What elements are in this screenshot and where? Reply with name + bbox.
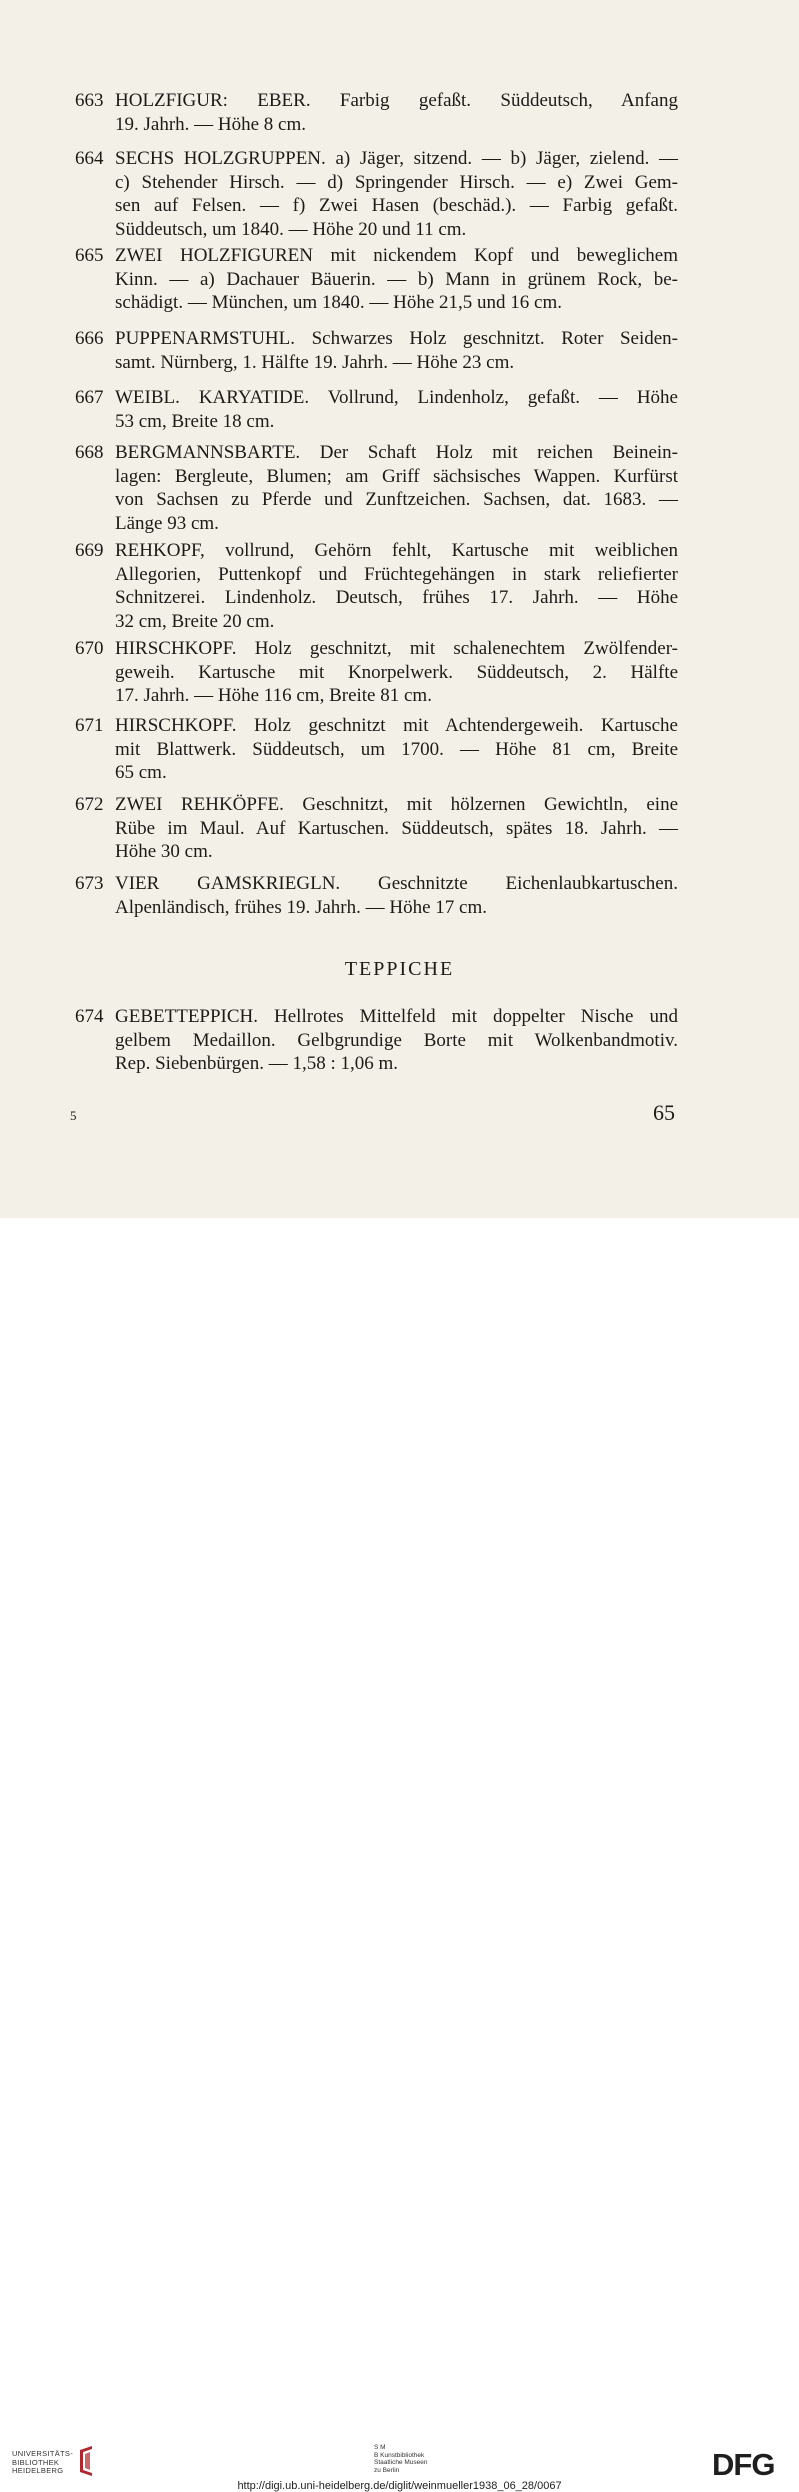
entry-text-line: VIER GAMSKRIEGLN. Geschnitzte Eichenlaubkartuschen. — [115, 873, 678, 894]
entry-text-line: ZWEI HOLZFIGUREN mit nickendem Kopf und beweglichem — [115, 245, 678, 266]
entry-text-line: ZWEI REHKÖPFE. Geschnitzt, mit hölzernen Gewichtln, eine — [115, 794, 678, 815]
permalink-link[interactable]: http://digi.ub.uni-heidelberg.de/diglit/weinmueller1938_06_28/0067 — [237, 2480, 562, 2492]
university-line: BIBLIOTHEK — [12, 2457, 60, 2467]
entry-text-line: c) Stehender Hirsch. — d) Springender Hirsch. — e) Zwei Gem- — [115, 171, 678, 193]
museum-line: S M — [374, 2444, 386, 2451]
entry-text-line: Rep. Siebenbürgen. — 1,58 : 1,06 m. — [115, 1053, 399, 1075]
entry-number: 664 — [75, 148, 104, 169]
entry-number: 671 — [75, 715, 104, 736]
entry-text-line: 53 cm, Breite 18 cm. — [115, 410, 275, 432]
catalog-entry — [75, 793, 685, 868]
entry-number: 673 — [75, 873, 104, 894]
entry-text-line: gelbem Medaillon. Gelbgrundige Borte mit Wolkenbandmotiv. — [115, 1029, 678, 1051]
entry-number: 669 — [75, 540, 104, 561]
entry-text-line: schädigt. — München, um 1840. — Höhe 21,5 und 16 cm. — [115, 292, 562, 314]
entry-text-line: HIRSCHKOPF. Holz geschnitzt, mit schalenechtem Zwölfender- — [115, 638, 678, 659]
entry-number: 666 — [75, 328, 104, 349]
entry-text-line: HIRSCHKOPF. Holz geschnitzt mit Achtendergeweih. Kartusche — [115, 715, 678, 736]
viewer-footer — [0, 1218, 799, 2492]
catalog-entry — [75, 244, 685, 319]
entry-text-line: 65 cm. — [115, 762, 167, 784]
university-line: UNIVERSITÄTS- — [12, 2449, 73, 2458]
entry-text-line: Länge 93 cm. — [115, 512, 219, 534]
university-logo-text[interactable] — [12, 2450, 73, 2476]
university-logo-icon[interactable] — [76, 2446, 96, 2476]
entry-text-line: Rübe im Maul. Auf Kartuschen. Süddeutsch, spätes 18. Jahrh. — — [115, 817, 678, 839]
entry-number: 665 — [75, 245, 104, 266]
catalog-entry — [75, 637, 685, 712]
entry-number: 667 — [75, 387, 104, 408]
scanned-page — [0, 0, 799, 1218]
catalog-entry — [75, 539, 685, 637]
entry-text-line: Kinn. — a) Dachauer Bäuerin. — b) Mann in grünem Rock, be- — [115, 268, 678, 290]
catalog-entry — [75, 872, 685, 923]
entry-text-line: geweih. Kartusche mit Knorpelwerk. Süddeutsch, 2. Hälfte — [115, 661, 678, 683]
museum-line: Staatliche Museen — [374, 2459, 428, 2466]
entry-text-line: lagen: Bergleute, Blumen; am Griff sächsisches Wappen. Kurfürst — [115, 465, 678, 487]
entry-text-line: 19. Jahrh. — Höhe 8 cm. — [115, 113, 307, 135]
catalog-entry — [75, 147, 685, 245]
entry-number: 663 — [75, 90, 104, 111]
museum-line: zu Berlin — [374, 2466, 400, 2474]
entry-text-line: REHKOPF, vollrund, Gehörn fehlt, Kartusche mit weiblichen — [115, 540, 678, 561]
museum-line: B Kunstbibliothek — [374, 2451, 425, 2459]
entry-text-line: Alpenländisch, frühes 19. Jahrh. — Höhe 17 cm. — [115, 896, 488, 918]
museum-logo-text[interactable] — [374, 2444, 427, 2474]
catalog-entry — [75, 327, 685, 378]
catalog-entry — [75, 441, 685, 539]
entry-number: 668 — [75, 442, 104, 463]
signature-mark: 5 — [70, 1108, 77, 1123]
catalog-entry — [75, 386, 685, 437]
entry-text-line: GEBETTEPPICH. Hellrotes Mittelfeld mit doppelter Nische und — [115, 1006, 678, 1027]
page-number: 65 — [653, 1100, 675, 1125]
entry-text-line: 17. Jahrh. — Höhe 116 cm, Breite 81 cm. — [115, 685, 432, 707]
entry-text-line: Allegorien, Puttenkopf und Früchtegehängen in stark reliefierter — [115, 563, 678, 585]
permalink-url[interactable] — [0, 2480, 799, 2492]
entry-text-line: Süddeutsch, um 1840. — Höhe 20 und 11 cm. — [115, 218, 467, 240]
catalog-entry — [75, 1005, 685, 1080]
entry-number: 674 — [75, 1006, 104, 1027]
entry-text-line: PUPPENARMSTUHL. Schwarzes Holz geschnitzt. Roter Seiden- — [115, 328, 678, 349]
entry-text-line: von Sachsen zu Pferde und Zunftzeichen. Sachsen, dat. 1683. — — [115, 489, 678, 511]
catalog-entry — [75, 714, 685, 789]
entry-text-line: mit Blattwerk. Süddeutsch, um 1700. — Höhe 81 cm, Breite — [115, 738, 678, 760]
university-line: HEIDELBERG — [12, 2466, 64, 2475]
entry-text-line: SECHS HOLZGRUPPEN. a) Jäger, sitzend. — b) Jäger, zielend. — — [115, 148, 678, 169]
entry-number: 670 — [75, 638, 104, 659]
entry-text-line: BERGMANNSBARTE. Der Schaft Holz mit reichen Beinein- — [115, 442, 678, 463]
entry-number: 672 — [75, 794, 104, 815]
entry-text-line: WEIBL. KARYATIDE. Vollrund, Lindenholz, gefaßt. — Höhe — [115, 387, 678, 408]
catalog-entry — [75, 89, 685, 140]
entry-text-line: HOLZFIGUR: EBER. Farbig gefaßt. Süddeutsch, Anfang — [115, 90, 678, 111]
section-heading: TEPPICHE — [344, 958, 455, 980]
entry-text-line: 32 cm, Breite 20 cm. — [115, 610, 275, 632]
entry-text-line: samt. Nürnberg, 1. Hälfte 19. Jahrh. — Höhe 23 cm. — [115, 351, 515, 373]
dfg-logo[interactable]: DFG — [712, 2447, 775, 2482]
entry-text-line: sen auf Felsen. — f) Zwei Hasen (beschäd.). — Farbig gefaßt. — [115, 195, 678, 217]
entry-text-line: Schnitzerei. Lindenholz. Deutsch, frühes 17. Jahrh. — Höhe — [115, 587, 678, 609]
entry-text-line: Höhe 30 cm. — [115, 841, 213, 863]
